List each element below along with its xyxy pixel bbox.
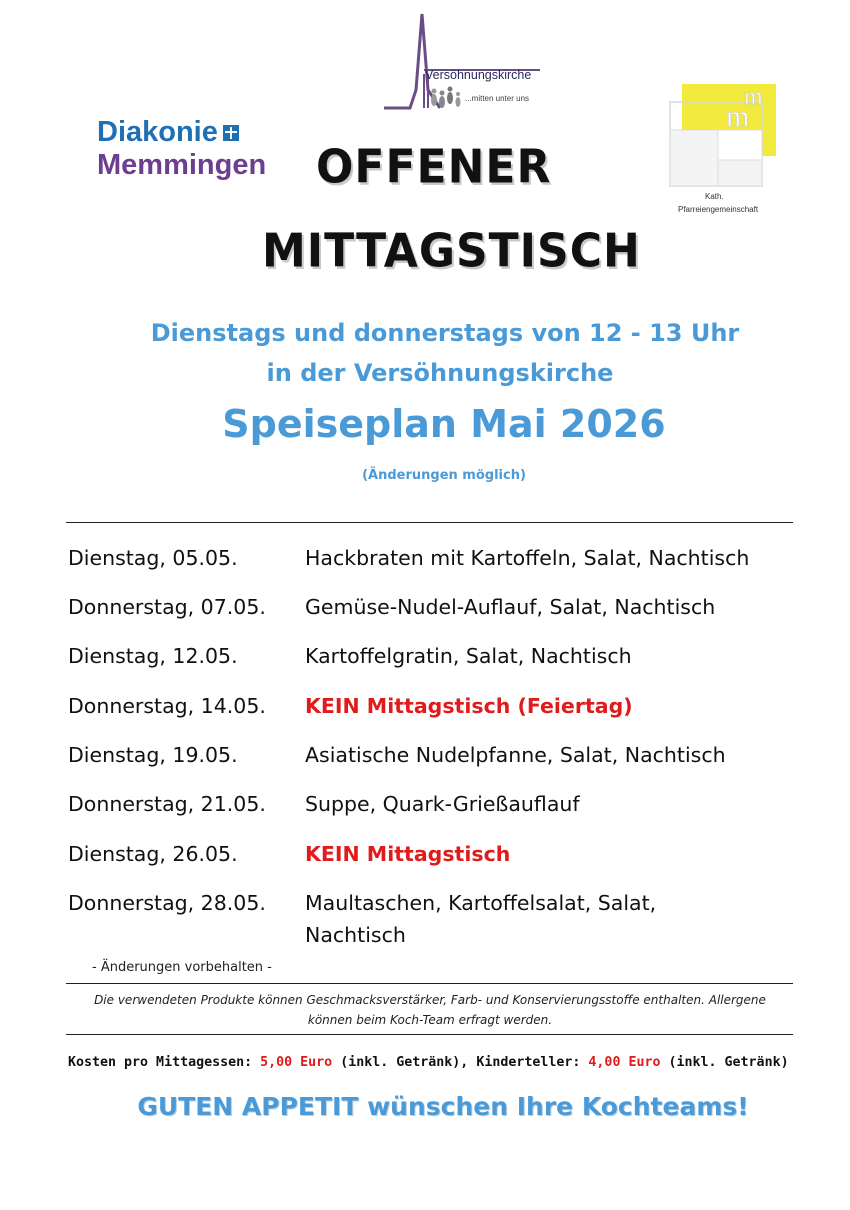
cost-price: 5,00 Euro bbox=[260, 1055, 333, 1070]
menu-meal: Gemüse-Nudel-Auflauf, Salat, Nachtisch bbox=[305, 595, 716, 619]
plan-title: Speiseplan Mai 2026 bbox=[222, 402, 666, 446]
cross-icon bbox=[223, 125, 239, 141]
disclaimer-line1: Die verwendeten Produkte können Geschmacksverstärker, Farb- und Konservierungsstoffe enthalten. Allergene bbox=[94, 993, 766, 1007]
menu-meal: Suppe, Quark-Grießauflauf bbox=[305, 792, 580, 816]
schedule-line: Dienstags und donnerstags von 12 - 13 Uhr bbox=[150, 319, 740, 347]
svg-text:m: m bbox=[744, 84, 763, 110]
divider bbox=[66, 983, 793, 984]
menu-meal: Asiatische Nudelpfanne, Salat, Nachtisch bbox=[305, 743, 726, 767]
pfarrei-caption-line2: Pfarreiengemeinschaft bbox=[678, 205, 759, 214]
title-line2: MITTAGSTISCH bbox=[262, 224, 641, 279]
cost-label: Kosten pro Mittagessen: bbox=[68, 1055, 253, 1070]
menu-meal-cancelled: KEIN Mittagstisch (Feiertag) bbox=[305, 694, 633, 718]
menu-date: Dienstag, 26.05. bbox=[68, 842, 238, 866]
pfarrei-caption-line1: Kath. bbox=[705, 192, 724, 201]
title-line1: OFFENER bbox=[316, 140, 552, 195]
closing-greeting: GUTEN APPETIT wünschen Ihre Kochteams! bbox=[137, 1092, 749, 1121]
changes-reserved-note: - Änderungen vorbehalten - bbox=[92, 960, 272, 975]
menu-date: Donnerstag, 28.05. bbox=[68, 891, 266, 915]
church-logo-graphic bbox=[380, 12, 540, 120]
disclaimer-line2: können beim Koch-Team erfragt werden. bbox=[307, 1013, 553, 1027]
diakonie-logo-line1: Diakonie bbox=[97, 116, 218, 148]
cost-note: (inkl. Getränk), bbox=[340, 1055, 469, 1070]
menu-meal: Kartoffelgratin, Salat, Nachtisch bbox=[305, 644, 632, 668]
kids-label: Kinderteller: bbox=[476, 1055, 581, 1070]
pfarrei-logo-graphic bbox=[668, 82, 778, 190]
menu-date: Dienstag, 12.05. bbox=[68, 644, 238, 668]
location-line: in der Versöhnungskirche bbox=[266, 359, 614, 387]
changes-note: (Änderungen möglich) bbox=[362, 468, 526, 483]
svg-text:m: m bbox=[726, 100, 750, 133]
menu-date: Donnerstag, 07.05. bbox=[68, 595, 266, 619]
cost-line bbox=[68, 1055, 789, 1070]
kids-note: (inkl. Getränk) bbox=[668, 1055, 789, 1070]
church-logo-name: Versöhnungskirche bbox=[425, 68, 532, 82]
kids-price: 4,00 Euro bbox=[588, 1055, 661, 1070]
menu-meal: Hackbraten mit Kartoffeln, Salat, Nachtisch bbox=[305, 546, 750, 570]
menu-date: Dienstag, 19.05. bbox=[68, 743, 238, 767]
divider bbox=[66, 1034, 793, 1035]
menu-meal-cancelled: KEIN Mittagstisch bbox=[305, 842, 511, 866]
menu-date: Dienstag, 05.05. bbox=[68, 546, 238, 570]
divider bbox=[66, 522, 793, 523]
diakonie-logo-line2: Memmingen bbox=[97, 149, 267, 182]
menu-date: Donnerstag, 14.05. bbox=[68, 694, 266, 718]
diakonie-logo bbox=[97, 116, 266, 183]
menu-date: Donnerstag, 21.05. bbox=[68, 792, 266, 816]
allergen-disclaimer bbox=[70, 990, 790, 1030]
menu-meal: Maultaschen, Kartoffelsalat, Salat, Nachtisch bbox=[305, 891, 657, 947]
church-logo-tagline: ...mitten unter uns bbox=[465, 94, 530, 103]
